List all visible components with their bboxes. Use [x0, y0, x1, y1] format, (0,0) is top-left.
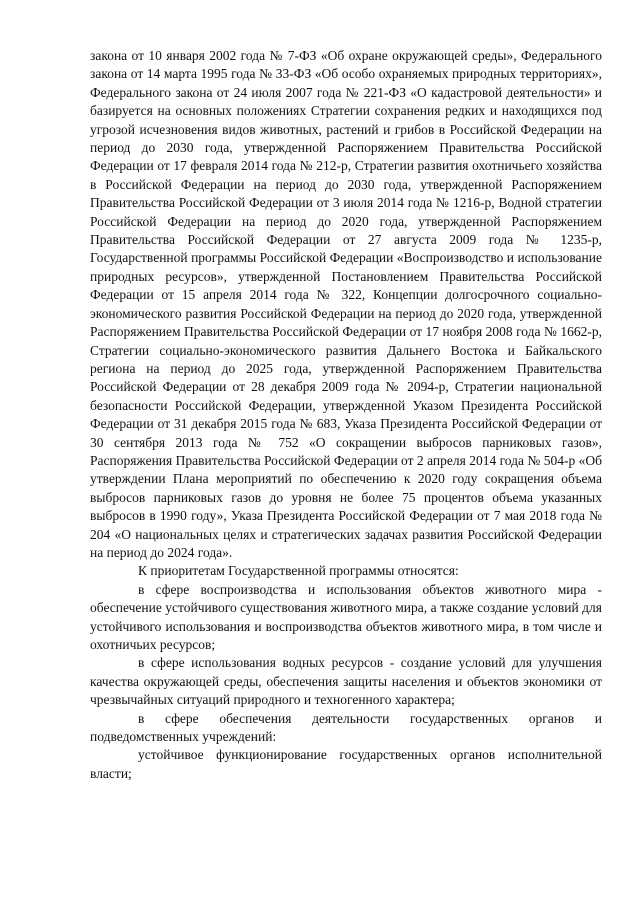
document-page [90, 47, 602, 783]
paragraph-legal-basis: закона от 10 января 2002 года № 7-ФЗ «Об охране окружающей среды», Федерального закона от 14 марта 1995 года № 33-ФЗ «Об особо охраняемых природных территориях», Федерального закона от 24 июля 2007 года № 221-ФЗ «О кадастровой деятельности» и базируется на основных положениях Стратегии сохранения редких и находящихся под угрозой исчезновения видов животных, растений и грибов в Российской Федерации на период до 2030 года, утвержденной Распоряжением Правительства Российской Федерации от 17 февраля 2014 года № 212-р, Стратегии развития охотничьего хозяйства в Российской Федерации на период до 2030 года, утвержденной Распоряжением Правительства Российской Федерации от 3 июля 2014 года № 1216-р, Водной стратегии Российской Федерации на период до 2020 года, утвержденной Распоряжением Правительства Российской Федерации от 27 августа 2009 года № 1235-р, Государственной программы Российской Федерации «Воспроизводство и использование природных ресурсов», утвержденной Постановлением Правительства Российской Федерации от 15 апреля 2014 года № 322, Концепции долгосрочного социально-экономического развития Российской Федерации на период до 2020 года, утвержденной Распоряжением Правительства Российской Федерации от 17 ноября 2008 года № 1662-р, Стратегии социально-экономического развития Дальнего Востока и Байкальского региона на период до 2025 года, утвержденной Распоряжением Правительства Российской Федерации от 28 декабря 2009 года № 2094-р, Стратегии национальной безопасности Российской Федерации, утвержденной Указом Президента Российской Федерации от 31 декабря 2015 года № 683, Указа Президента Российской Федерации от 30 сентября 2013 года № 752 «О сокращении выбросов парниковых газов», Распоряжения Правительства Российской Федерации от 2 апреля 2014 года № 504-р «Об утверждении Плана мероприятий по обеспечению к 2020 году сокращения объема выбросов парниковых газов до уровня не более 75 процентов объема указанных выбросов в 1990 году», Указа Президента Российской Федерации от 7 мая 2018 года № 204 «О национальных целях и стратегических задачах развития Российской Федерации на период до 2024 года». [90, 48, 602, 560]
paragraph-wildlife-priority: в сфере воспроизводства и использования объектов животного мира - обеспечение устойчивого существования животного мира, а также создание условий для устойчивого использования и воспроизводства объектов животного мира, в том числе и охотничьих ресурсов; [90, 581, 602, 652]
paragraph-water-priority: в сфере использования водных ресурсов - создание условий для улучшения качества окружающей среды, обеспечения защиты населения и объектов экономики от чрезвычайных ситуаций природного и техногенного характера; [90, 655, 602, 708]
paragraph-priorities-intro: К приоритетам Государственной программы относятся: [138, 563, 459, 579]
paragraph-government-priority: в сфере обеспечения деятельности государственных органов и подведомственных учреждений: [90, 710, 602, 745]
paragraph-executive-functioning: устойчивое функционирование государственных органов исполнительной власти; [90, 747, 602, 781]
